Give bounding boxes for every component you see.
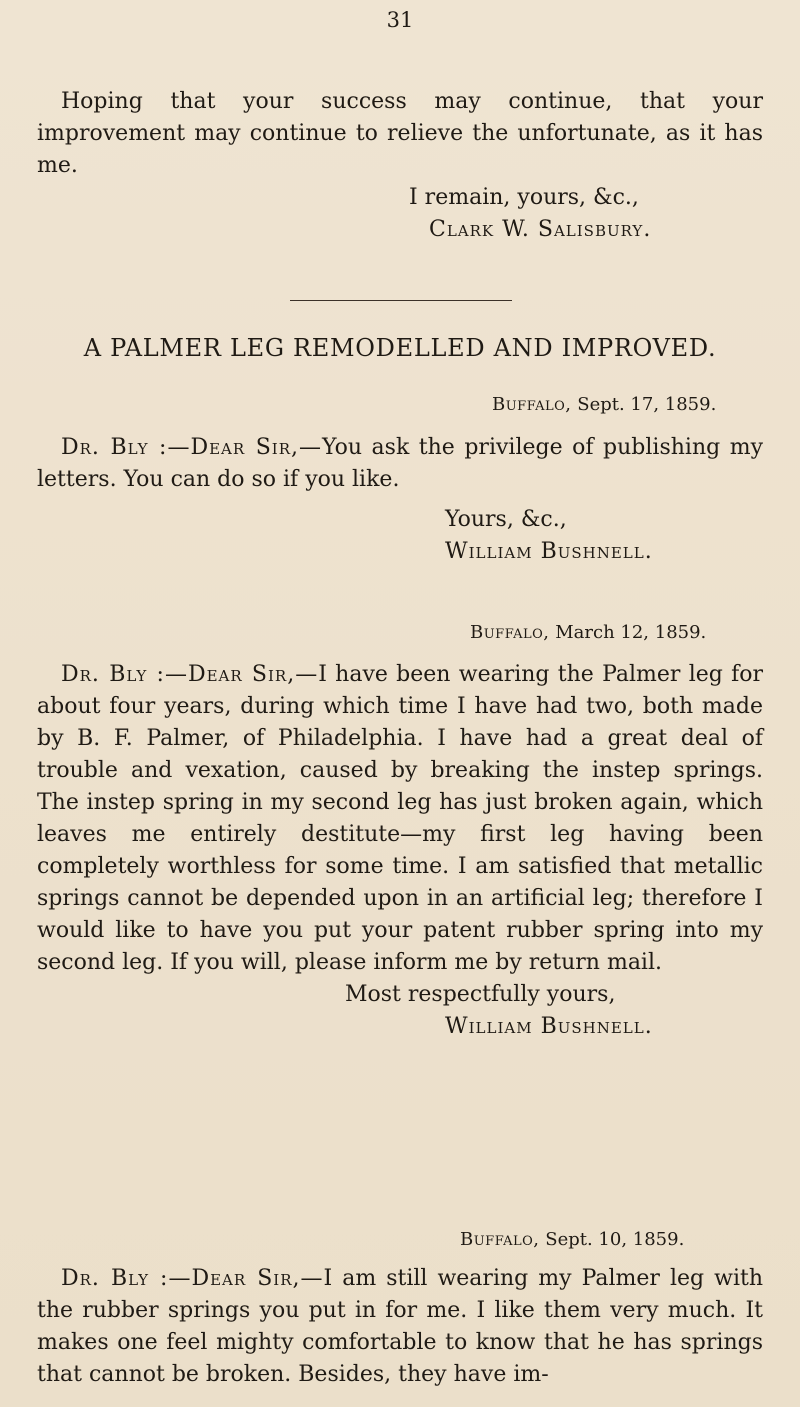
letter-1-text — [37, 432, 763, 496]
letter-2-signature: William Bushnell. — [445, 1014, 653, 1039]
letter-1-date: Sept. 17, 1859. — [577, 394, 717, 415]
letter-1 — [37, 432, 763, 568]
letter-2-date: March 12, 1859. — [555, 622, 707, 643]
letter-1-dateline — [492, 393, 716, 417]
letter-3-dateline — [460, 1228, 684, 1252]
letter-2-dateline — [470, 621, 706, 645]
page-number: 31 — [386, 8, 414, 32]
previous-letter — [37, 86, 763, 246]
letter-3-salutation: Dr. Bly :—Dear Sir,— — [61, 1266, 324, 1291]
previous-letter-closing: I remain, yours, &c., — [409, 185, 639, 210]
letter-2-closing: Most respectfully yours, — [345, 982, 616, 1007]
letter-3-body: I am still wearing my Palmer leg with the rubber springs you put in for me. I like them very much. It makes one feel mighty comfortable to know that he has springs that cannot be broken. Besides, they have im- — [37, 1266, 763, 1387]
previous-letter-body: Hoping that your success may continue, that your improvement may continue to relieve the unfortunate, as it has me. — [37, 89, 763, 178]
letter-3-place: Buffalo, — [460, 1229, 540, 1250]
letter-2-salutation: Dr. Bly :—Dear Sir,— — [61, 662, 319, 687]
letter-3-date: Sept. 10, 1859. — [545, 1229, 685, 1250]
previous-letter-signature: Clark W. Salisbury. — [429, 217, 652, 242]
letter-1-body: You ask the privilege of publishing my letters. You can do so if you like. — [37, 435, 764, 492]
letter-2-text — [37, 659, 763, 979]
letter-1-place: Buffalo, — [492, 394, 572, 415]
section-divider — [290, 300, 512, 301]
letter-1-salutation: Dr. Bly :—Dear Sir,— — [61, 435, 322, 460]
letter-2-body: I have been wearing the Palmer leg for about four years, during which time I have had two, both made by B. F. Palmer, of Philadelphia. I have had a great deal of trouble and vexation, caused by breaking the instep springs. The instep spring in my second leg has just broken again, which leaves me entirely destitute—my first leg having been completely worthless for some time. I am satisfied that metallic springs cannot be depended upon in an artificial leg; therefore I would like to have you put your patent rubber spring into my second leg. If you will, please inform me by return mail. — [37, 662, 764, 975]
letter-3-text — [37, 1263, 763, 1391]
letter-3 — [37, 1263, 763, 1391]
section-heading: A PALMER LEG REMODELLED AND IMPROVED. — [83, 334, 717, 362]
letter-1-signature: William Bushnell. — [445, 539, 653, 564]
letter-2 — [37, 659, 763, 1043]
letter-1-closing: Yours, &c., — [445, 507, 567, 532]
letter-2-place: Buffalo, — [470, 622, 550, 643]
